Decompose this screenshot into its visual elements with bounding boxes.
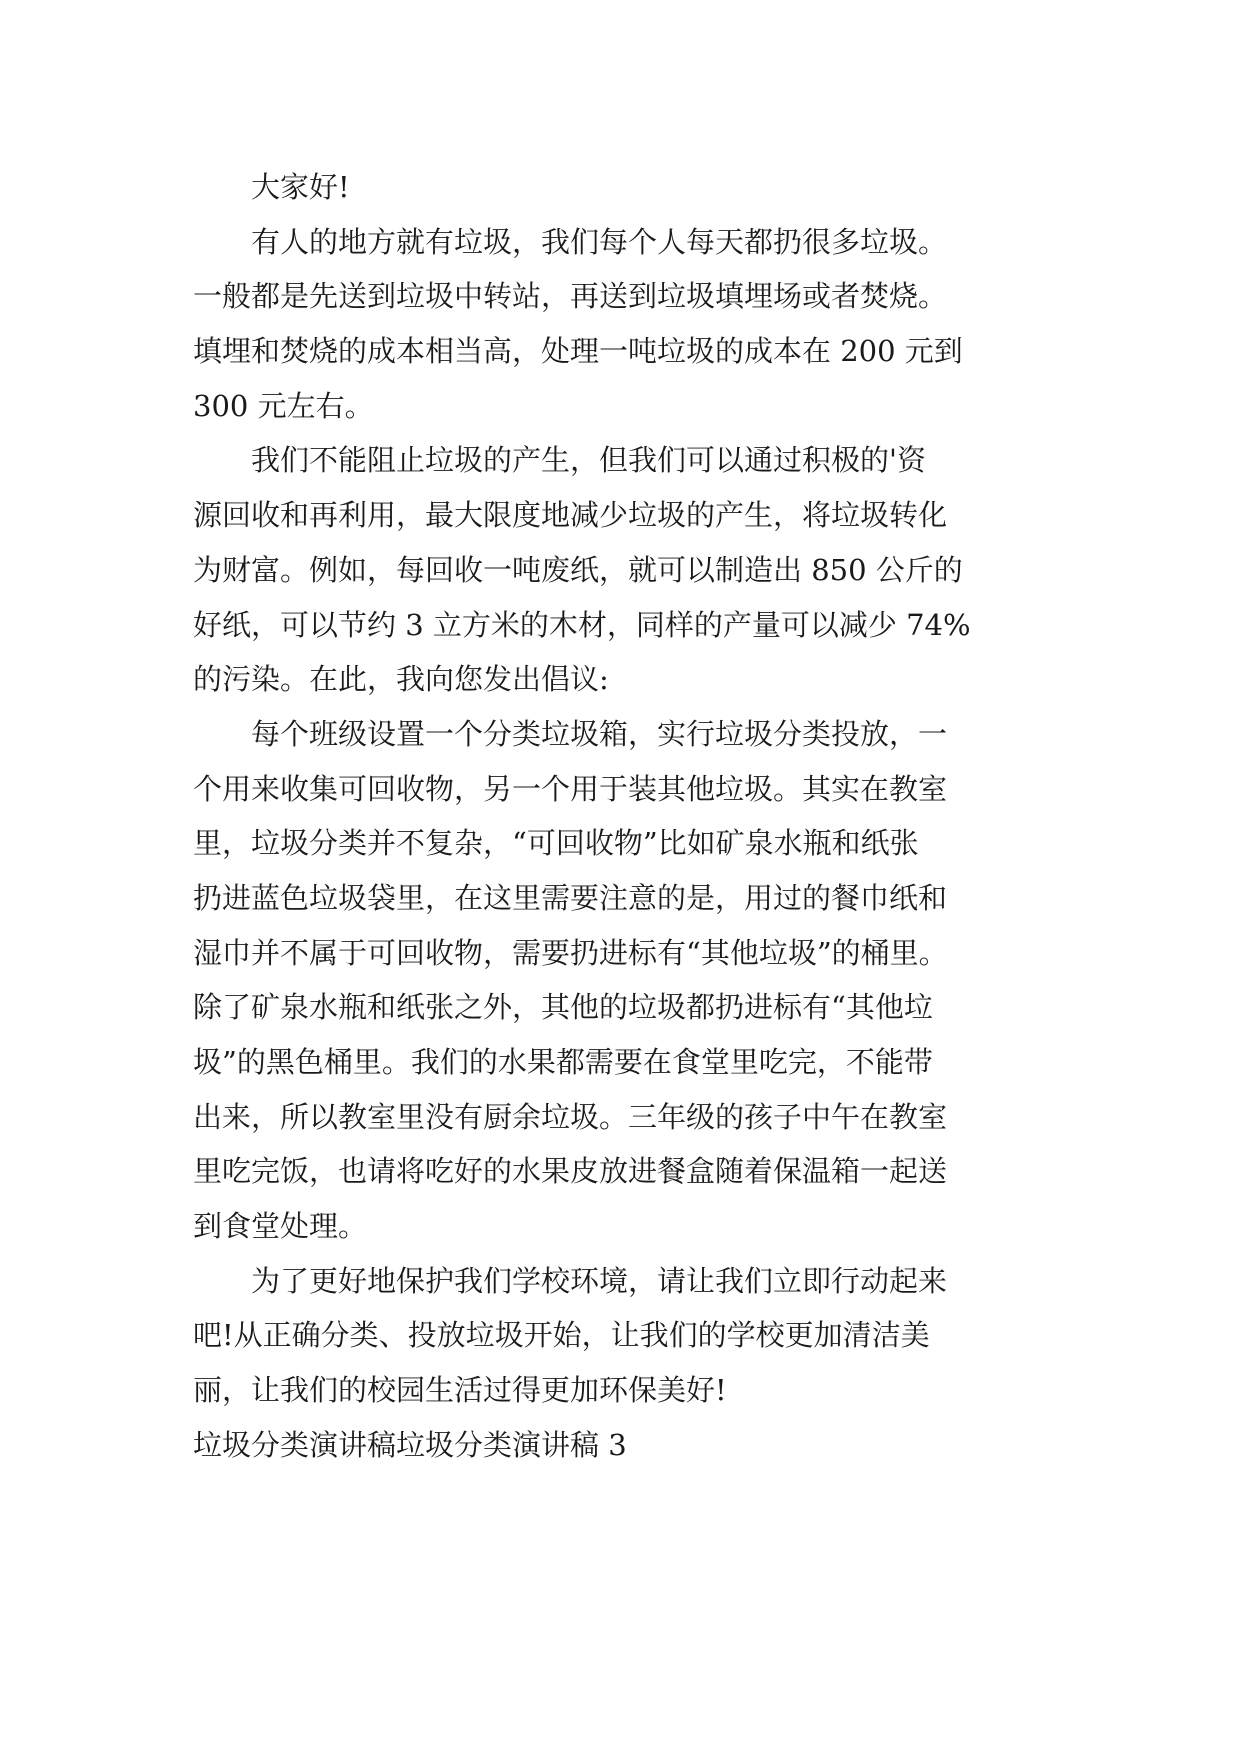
paragraph-line: 为财富。例如，每回收一吨废纸，就可以制造出 850 公斤的 <box>193 552 963 587</box>
paragraph-line: 到食堂处理。 <box>193 1209 368 1244</box>
paragraph-line: 为了更好地保护我们学校环境，请让我们立即行动起来 <box>251 1263 948 1298</box>
paragraph-line: 好纸，可以节约 3 立方米的木材，同样的产量可以减少 74% <box>193 607 971 642</box>
paragraph-line: 扔进蓝色垃圾袋里，在这里需要注意的是，用过的餐巾纸和 <box>193 880 948 915</box>
paragraph-line: 源回收和再利用，最大限度地减少垃圾的产生，将垃圾转化 <box>193 498 948 533</box>
paragraph-call-to-action <box>193 1254 1051 1418</box>
paragraph-line: 300 元左右。 <box>193 388 374 423</box>
paragraph-line: 一般都是先送到垃圾中转站，再送到垃圾填埋场或者焚烧。 <box>193 279 948 314</box>
paragraph-line: 我们不能阻止垃圾的产生，但我们可以通过积极的'资 <box>251 443 926 478</box>
paragraph-line: 每个班级设置一个分类垃圾箱，实行垃圾分类投放，一 <box>251 716 948 751</box>
paragraph-cost <box>193 215 1051 434</box>
section-heading: 垃圾分类演讲稿垃圾分类演讲稿 3 <box>193 1427 627 1462</box>
paragraph-line: 有人的地方就有垃圾，我们每个人每天都扔很多垃圾。 <box>251 224 948 259</box>
paragraph-line: 丽，让我们的校园生活过得更加环保美好! <box>193 1373 727 1408</box>
paragraph-line: 里吃完饭，也请将吃好的水果皮放进餐盒随着保温箱一起送 <box>193 1154 948 1189</box>
document-body <box>193 160 1051 1473</box>
paragraph-classroom-bins <box>193 707 1051 1254</box>
paragraph-line: 里，垃圾分类并不复杂，“可回收物”比如矿泉水瓶和纸张 <box>193 826 919 861</box>
paragraph-line: 圾”的黑色桶里。我们的水果都需要在食堂里吃完，不能带 <box>193 1045 933 1079</box>
paragraph-line: 填埋和焚烧的成本相当高，处理一吨垃圾的成本在 200 元到 <box>193 334 963 369</box>
paragraph-line: 吧!从正确分类、投放垃圾开始，让我们的学校更加清洁美 <box>193 1318 930 1353</box>
paragraph-line: 的污染。在此，我向您发出倡议: <box>193 662 609 697</box>
paragraph-line: 个用来收集可回收物，另一个用于装其他垃圾。其实在教室 <box>193 771 948 806</box>
paragraph-recycling <box>193 433 1051 706</box>
paragraph-line: 出来，所以教室里没有厨余垃圾。三年级的孩子中午在教室 <box>193 1099 948 1134</box>
paragraph-line: 湿巾并不属于可回收物，需要扔进标有“其他垃圾”的桶里。 <box>193 935 948 970</box>
paragraph-line: 除了矿泉水瓶和纸张之外，其他的垃圾都扔进标有“其他垃 <box>193 990 933 1025</box>
greeting: 大家好! <box>251 170 350 204</box>
